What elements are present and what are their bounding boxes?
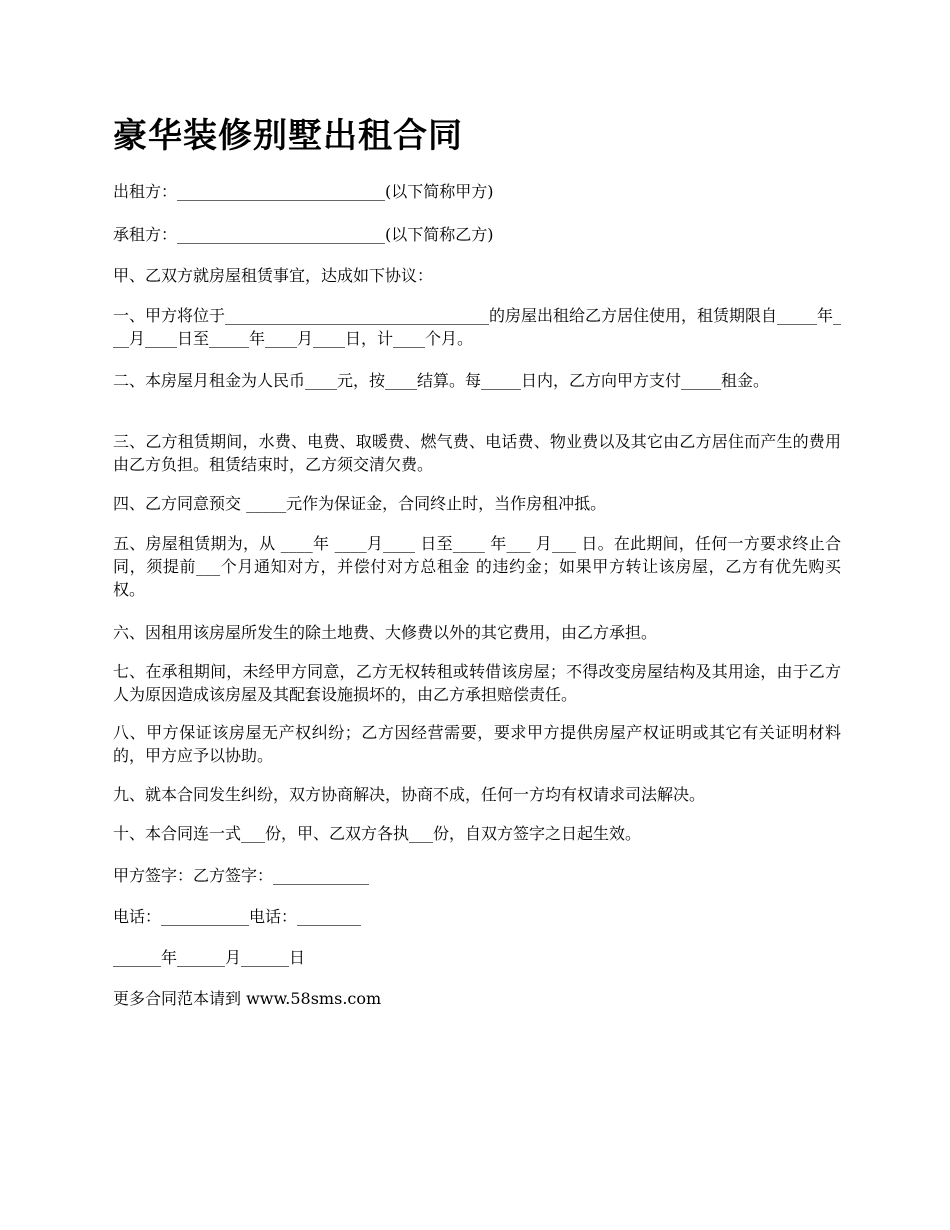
lessor-line: 出租方：__________________________(以下简称甲方) <box>113 182 494 201</box>
document-title: 豪华装修别墅出租合同 <box>113 116 463 156</box>
footer-note: 更多合同范本请到 www.58sms.com <box>113 989 382 1008</box>
clause-6: 六、因租用该房屋所发生的除土地费、大修费以外的其它费用，由乙方承担。 <box>113 623 658 642</box>
clause-5: 五、房屋租赁期为，从 ____年 ____月____ 日至____ 年___ 月___ 日。在此期间，任何一方要求终止合同，须提前___个月通知对方，并偿付对方总租金 的违约金；如果甲方转让该房屋，乙方有优先购买权。 <box>113 534 841 599</box>
clause-8: 八、甲方保证该房屋无产权纠纷；乙方因经营需要，要求甲方提供房屋产权证明或其它有关证明材料的，甲方应予以协助。 <box>113 723 841 765</box>
date-line: ______年______月______日 <box>113 948 306 967</box>
phone-line: 电话：___________电话：________ <box>113 907 362 926</box>
clause-2: 二、本房屋月租金为人民币____元，按____结算。每_____日内，乙方向甲方支付_____租金。 <box>113 371 770 390</box>
clause-1: 一、甲方将位于_________________________________的房屋出租给乙方居住使用，租赁期限自_____年___月____日至_____年____月____日，计____个月。 <box>113 306 842 348</box>
clause-7: 七、在承租期间，未经甲方同意，乙方无权转租或转借该房屋；不得改变房屋结构及其用途，由于乙方人为原因造成该房屋及其配套设施损坏的，由乙方承担赔偿责任。 <box>113 662 841 704</box>
signature-line: 甲方签字：乙方签字：____________ <box>113 866 370 885</box>
clause-3: 三、乙方租赁期间，水费、电费、取暖费、燃气费、电话费、物业费以及其它由乙方居住而产生的费用由乙方负担。租赁结束时，乙方须交清欠费。 <box>113 432 841 474</box>
agreement-intro: 甲、乙双方就房屋租赁事宜，达成如下协议： <box>113 266 434 285</box>
lessee-line: 承租方：__________________________(以下简称乙方) <box>113 225 494 244</box>
clause-4: 四、乙方同意预交 _____元作为保证金，合同终止时，当作房租冲抵。 <box>113 494 607 513</box>
clause-9: 九、就本合同发生纠纷，双方协商解决，协商不成，任何一方均有权请求司法解决。 <box>113 785 706 804</box>
clause-10: 十、本合同连一式___份，甲、乙双方各执___份，自双方签字之日起生效。 <box>113 824 642 843</box>
